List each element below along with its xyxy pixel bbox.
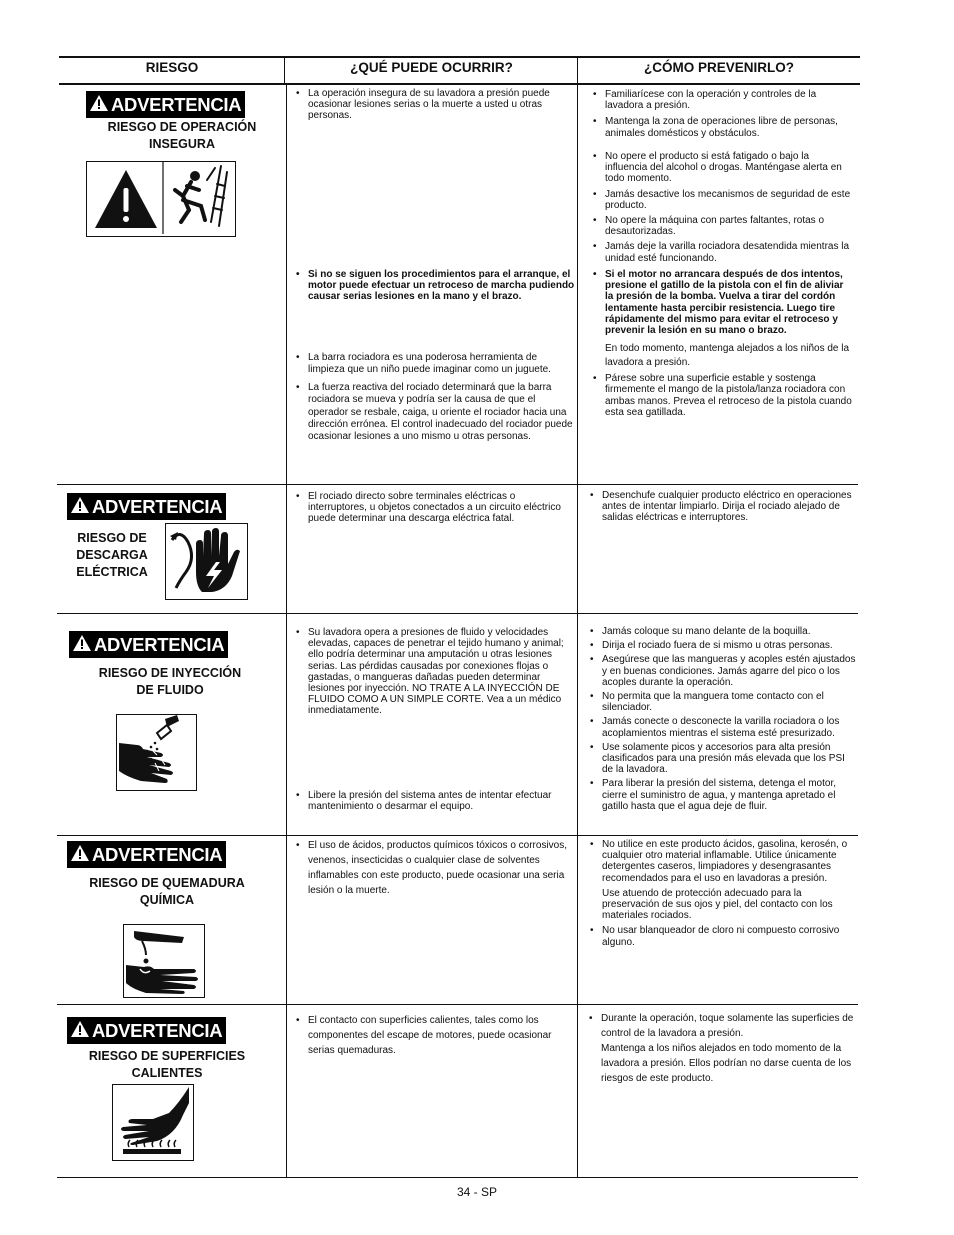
list-item: • No opere la máquina con partes faltantes, rotas o desautorizadas. <box>591 215 853 237</box>
warning-triangle-icon <box>95 170 157 228</box>
table-bottom-rule <box>57 1177 858 1178</box>
que-column-text <box>294 491 576 525</box>
que-column-text <box>294 790 578 812</box>
hazard-title-line: RIESGO DE INYECCIÓN <box>98 666 242 680</box>
header-rule <box>59 83 860 85</box>
list-item: • No usar blanqueador de cloro ni compuesto corrosivo alguno. <box>588 925 854 947</box>
header-como: ¿CÓMO PREVENIRLO? <box>643 60 794 75</box>
hazard-title <box>60 665 280 699</box>
hazard-pictogram <box>116 714 197 791</box>
list-item: • La fuerza reactiva del rociado determinará que la barra rociadora se mueva y podría ser la causa de que el operador se resbale, caiga, u oriente el rociador hacia una dirección errónea. El control inadecuado del rociador puede ocasionar lesiones a uno mismo u otras personas. <box>294 382 576 444</box>
que-column-text <box>294 352 576 444</box>
como-column-text <box>591 151 853 264</box>
hazard-title-line: DE FLUIDO <box>136 683 204 697</box>
warning-banner <box>86 91 245 118</box>
list-item: • La barra rociadora es una poderosa herramienta de limpieza que un niño puede imaginar como un juguete. <box>294 352 576 377</box>
warning-label: ADVERTENCIA <box>92 1020 223 1041</box>
hazard-pictogram <box>165 523 248 600</box>
page-number: 34 - SP <box>456 1185 498 1199</box>
list-item: Mantenga a los niños alejados en todo momento de la lavadora a presión. Ellos podrían no darse cuenta de los riesgos de este producto. <box>601 1043 852 1084</box>
list-item: • Familiarícese con la operación y controles de la lavadora a presión. <box>591 89 853 111</box>
hazard-pictogram <box>86 161 236 237</box>
table-top-rule <box>59 56 860 58</box>
list-item: • La operación insegura de su lavadora a presión puede ocasionar lesiones serias o la muerte a usted u otras personas. <box>294 88 576 122</box>
chemical-burn-icon <box>124 925 202 995</box>
warning-triangle-icon <box>71 493 89 520</box>
hazard-title-line: RIESGO DE OPERACIÓN <box>107 120 257 134</box>
list-item: • Su lavadora opera a presiones de fluido y velocidades elevadas, capaces de penetrar el tejido humano y animal; ello podría determinar una amputación u otras lesiones serias. Las pérdidas causadas por conexiones flojas o gastadas, o mangueras dañadas pueden determinar lesiones por inyección. NO TRATE A LA INYECCIÓN DE FLUIDO COMO A UN SIMPLE CORTE. Vea a un médico inmediatamente. <box>294 627 578 717</box>
list-item: • Jamás desactive los mecanismos de seguridad de este producto. <box>591 189 853 211</box>
como-column-text <box>591 89 853 139</box>
hazard-title <box>60 119 304 153</box>
hazard-title <box>58 1048 276 1082</box>
hazard-title-line: INSEGURA <box>149 137 215 151</box>
fluid-injection-icon <box>117 715 194 788</box>
hazard-title-line: QUÍMICA <box>139 893 195 907</box>
como-column-text <box>587 1011 855 1086</box>
que-column-text <box>294 269 576 303</box>
como-column-text <box>588 626 856 812</box>
hazard-title-line: RIESGO DE QUEMADURA <box>89 876 245 890</box>
row-rule-2 <box>57 613 858 614</box>
row-rule-1 <box>57 484 858 485</box>
hazard-title <box>58 875 276 909</box>
row-rule-4 <box>57 1004 858 1005</box>
warning-banner <box>69 631 228 658</box>
list-item: En todo momento, mantenga alejados a los niños de la lavadora a presión. <box>605 343 850 368</box>
warning-label: ADVERTENCIA <box>92 844 223 865</box>
que-column-text <box>294 838 576 898</box>
list-item: • Para liberar la presión del sistema, detenga el motor, cierre el suministro de agua, y mantenga apretado el gatillo hasta que el agua deje de fluir. <box>588 778 856 812</box>
list-item: • Si el motor no arrancara después de dos intentos, presione el gatillo de la pistola con el fin de aliviar la presión de la bomba. Vuelva a tirar del cordón lentamente hasta percibir resistencia. Luego tire rápidamente del mismo para evitar el retroceso y prevenir la lesión en su mano o brazo. <box>591 269 853 336</box>
list-item: • No opere el producto si está fatigado o bajo la influencia del alcohol o drogas. Manténgase alerta en todo momento. <box>591 151 853 185</box>
warning-triangle-icon <box>90 91 108 118</box>
list-item: • Desenchufe cualquier producto eléctrico en operaciones antes de intentar limpiarlo. Dirija el rociado alejado de salidas eléctricas e interruptores. <box>588 490 854 524</box>
hazard-title <box>60 530 164 581</box>
col-divider-2 <box>577 56 578 1177</box>
list-item: • El contacto con superficies calientes, tales como los componentes del escape de motores, puede ocasionar serias quemaduras. <box>294 1013 578 1058</box>
hazard-pictogram <box>123 924 205 998</box>
hazard-title-line: DESCARGA <box>76 548 148 562</box>
que-column-text <box>294 1013 578 1058</box>
list-item: • Si no se siguen los procedimientos para el arranque, el motor puede efectuar un retroceso de marcha pudiendo causar serias lesiones en la mano y el brazo. <box>294 269 576 303</box>
hazard-title-line: ELÉCTRICA <box>76 565 148 579</box>
list-item: • El rociado directo sobre terminales eléctricas o interruptores, u objetos conectados a un circuito eléctrico puede determinar una descarga eléctrica fatal. <box>294 491 576 525</box>
warning-banner <box>67 841 226 868</box>
como-column-text <box>591 269 853 418</box>
list-item: • Párese sobre una superficie estable y sostenga firmemente el mango de la pistola/lanza rociadora con ambas manos. Prevea el retroceso de la pistola cuando esta sea gatillada. <box>591 373 853 418</box>
como-column-text <box>588 839 854 948</box>
list-item: • Libere la presión del sistema antes de intentar efectuar mantenimiento o desarmar el equipo. <box>294 790 578 812</box>
hazard-title-line: CALIENTES <box>131 1066 203 1080</box>
slip-fall-icon <box>175 166 227 226</box>
header-riesgo: RIESGO <box>145 60 199 75</box>
list-item: • No utilice en este producto ácidos, gasolina, kerosén, o cualquier otro material inflamable. Utilice únicamente detergentes caseros, limpiadores y desengrasantes recomendados para el uso en lavadoras a presión. <box>588 839 854 884</box>
list-item: • Durante la operación, toque solamente las superficies de control de la lavadora a presión. <box>587 1011 855 1041</box>
warning-banner <box>67 493 226 520</box>
warning-triangle-icon <box>73 631 91 658</box>
list-item: • Asegúrese que las mangueras y acoples estén ajustados y en buenas condiciones. Jamás agarre del pico o los acoples durante la operación. <box>588 654 856 688</box>
list-item: • No permita que la manguera tome contacto con el silenciador. <box>588 691 856 713</box>
hot-surface-icon <box>113 1085 191 1158</box>
list-item: • Dirija el rociado fuera de si mismo u otras personas. <box>588 640 856 651</box>
warning-label: ADVERTENCIA <box>92 496 223 517</box>
list-item: • Jamás coloque su mano delante de la boquilla. <box>588 626 856 637</box>
list-item: • Jamás conecte o desconecte la varilla rociadora o los acoplamientos mientras el sistema esté presurizado. <box>588 716 856 738</box>
que-column-text <box>294 88 576 122</box>
que-column-text <box>294 627 578 717</box>
hazard-title-line: RIESGO DE SUPERFICIES <box>88 1049 246 1063</box>
header-que: ¿QUÉ PUEDE OCURRIR? <box>350 60 513 75</box>
warning-banner <box>67 1017 226 1044</box>
list-item: • Use solamente picos y accesorios para alta presión clasificados para una presión más elevada que los PSI de la lavadora. <box>588 742 856 776</box>
list-item: • Mantenga la zona de operaciones libre de personas, animales domésticos y obstáculos. <box>591 116 853 138</box>
list-item: Use atuendo de protección adecuado para la preservación de sus ojos y piel, del contacto con los materiales rociados. <box>602 887 833 922</box>
col-divider-1b <box>286 84 287 1177</box>
row-rule-3 <box>57 835 858 836</box>
warning-triangle-icon <box>71 1017 89 1044</box>
electric-shock-icon <box>166 524 245 597</box>
warning-label: ADVERTENCIA <box>111 94 242 115</box>
list-item: • El uso de ácidos, productos químicos tóxicos o corrosivos, venenos, insecticidas o cualquier clase de solventes inflamables con este producto, puede ocasionar una seria lesión o la muerte. <box>294 838 576 898</box>
warning-label: ADVERTENCIA <box>94 634 225 655</box>
warning-triangle-icon <box>71 841 89 868</box>
list-item: • Jamás deje la varilla rociadora desatendida mientras la unidad esté funcionando. <box>591 241 853 263</box>
como-column-text <box>588 490 854 524</box>
hazard-pictogram <box>112 1084 194 1161</box>
hazard-title-line: RIESGO DE <box>77 531 147 545</box>
